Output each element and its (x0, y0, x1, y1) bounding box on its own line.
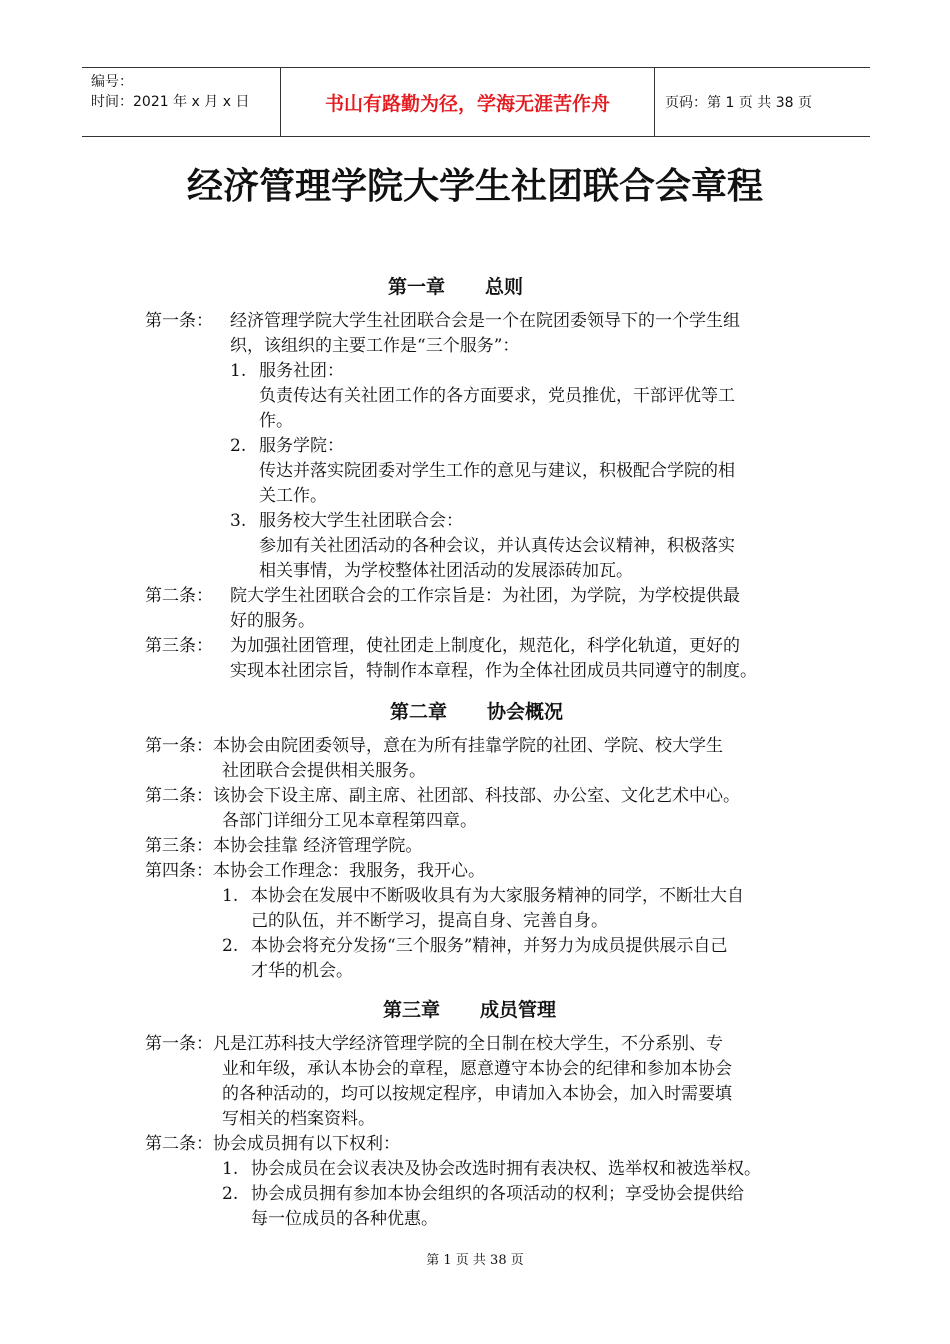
text-line: 织，该组织的主要工作是“三个服务”： (230, 336, 520, 356)
page-footer: 第 1 页 共 38 页 (426, 1253, 524, 1268)
text-line: 关工作。 (259, 486, 327, 506)
chapter-number: 第二章 (390, 701, 448, 723)
text-line: 才华的机会。 (251, 961, 353, 981)
list-number: 2. (222, 936, 239, 956)
text-line: 写相关的档案资料。 (222, 1109, 375, 1129)
text-line: 相关事情，为学校整体社团活动的发展添砖加瓦。 (259, 561, 633, 581)
text-line: 每一位成员的各种优惠。 (251, 1209, 438, 1229)
chapter-heading-2 (390, 697, 563, 724)
text-line: 经济管理学院大学生社团联合会是一个在院团委领导下的一个学生组 (230, 311, 740, 331)
list-number: 2. (222, 1184, 239, 1204)
text-line: 协会成员拥有参加本协会组织的各项活动的权利；享受协会提供给 (251, 1184, 744, 1204)
chapter-number: 第三章 (383, 999, 441, 1021)
text-line: 第二条：该协会下设主席、副主席、社团部、科技部、办公室、文化艺术中心。 (145, 786, 740, 806)
article-label: 第二条： (145, 586, 213, 606)
list-number: 1. (230, 361, 247, 381)
text-line: 实现本社团宗旨，特制作本章程，作为全体社团成员共同遵守的制度。 (230, 661, 757, 681)
text-line: 第二条：协会成员拥有以下权利： (145, 1134, 400, 1154)
chapter-heading-1 (388, 272, 523, 299)
document-title: 经济管理学院大学生社团联合会章程 (186, 166, 763, 207)
chapter-heading-3 (383, 995, 556, 1022)
text-line: 传达并落实院团委对学生工作的意见与建议，积极配合学院的相 (259, 461, 735, 481)
text-line: 负责传达有关社团工作的各方面要求，党员推优，干部评优等工 (259, 386, 735, 406)
text-line: 己的队伍，并不断学习，提高自身、完善自身。 (251, 911, 608, 931)
text-line: 第四条：本协会工作理念：我服务，我开心。 (145, 861, 485, 881)
header-page-info: 页码：第 1 页 共 38 页 (665, 95, 812, 111)
article-label: 第一条： (145, 311, 213, 331)
list-number: 2. (230, 436, 247, 456)
list-item-title: 服务社团： (259, 361, 344, 381)
list-number: 1. (222, 886, 239, 906)
chapter-name: 总则 (485, 276, 524, 298)
text-line: 本协会在发展中不断吸收具有为大家服务精神的同学，不断壮大自 (251, 886, 744, 906)
text-line: 协会成员在会议表决及协会改选时拥有表决权、选举权和被选举权。 (251, 1159, 761, 1179)
chapter-number: 第一章 (388, 276, 446, 298)
text-line: 第一条：凡是江苏科技大学经济管理学院的全日制在校大学生，不分系别、专 (145, 1034, 723, 1054)
chapter-name: 成员管理 (480, 999, 557, 1021)
text-line: 参加有关社团活动的各种会议，并认真传达会议精神，积极落实 (259, 536, 735, 556)
list-item-title: 服务校大学生社团联合会： (259, 511, 463, 531)
text-line: 院大学生社团联合会的工作宗旨是：为社团，为学院，为学校提供最 (230, 586, 740, 606)
text-line: 社团联合会提供相关服务。 (222, 761, 426, 781)
text-line: 业和年级，承认本协会的章程，愿意遵守本协会的纪律和参加本协会 (222, 1059, 732, 1079)
text-line: 作。 (259, 411, 293, 431)
text-line: 第一条：本协会由院团委领导，意在为所有挂靠学院的社团、学院、校大学生 (145, 736, 723, 756)
header-table (82, 67, 870, 137)
text-line: 本协会将充分发扬“三个服务”精神，并努力为成员提供展示自己 (251, 936, 728, 956)
text-line: 好的服务。 (230, 611, 315, 631)
text-line: 为加强社团管理，使社团走上制度化，规范化，科学化轨道，更好的 (230, 636, 740, 656)
text-line: 各部门详细分工见本章程第四章。 (222, 811, 477, 831)
header-motto: 书山有路勤为径，学海无涯苦作舟 (280, 68, 655, 136)
header-meta-cell (82, 68, 280, 136)
list-number: 1. (222, 1159, 239, 1179)
header-date-label: 时间：2021 年 x 月 x 日 (91, 94, 250, 110)
list-item-title: 服务学院： (259, 436, 344, 456)
text-line: 的各种活动的，均可以按规定程序，申请加入本协会，加入时需要填 (222, 1084, 732, 1104)
article-label: 第三条： (145, 636, 213, 656)
chapter-name: 协会概况 (487, 701, 564, 723)
list-number: 3. (230, 511, 247, 531)
header-number-label: 编号： (91, 74, 133, 90)
text-line: 第三条：本协会挂靠 经济管理学院。 (145, 836, 423, 856)
